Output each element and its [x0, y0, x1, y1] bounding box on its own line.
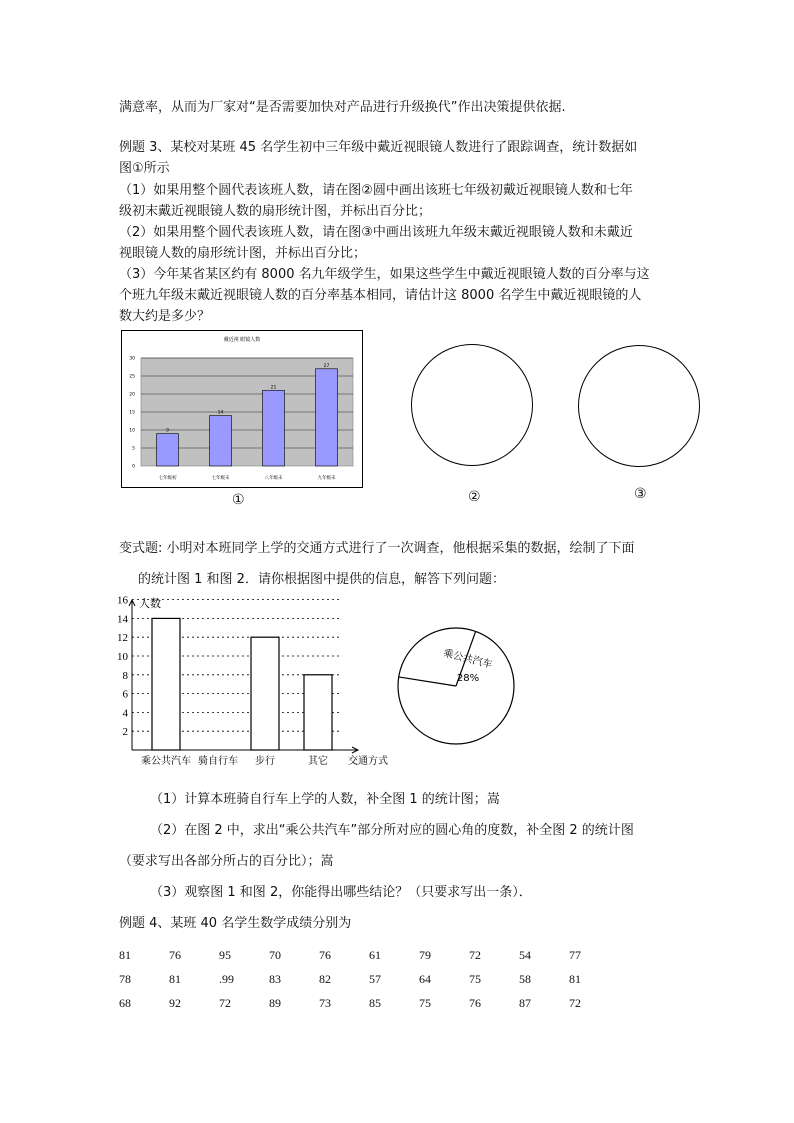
y-tick-label: 12 — [117, 632, 128, 645]
score-cell: 75 — [419, 995, 431, 1010]
bar — [263, 390, 285, 466]
figure-label-3: ③ — [634, 486, 647, 502]
x-tick-label: 八年级末 — [264, 476, 283, 481]
x-tick-label: 步行 — [255, 756, 275, 767]
y-tick-label: 4 — [122, 707, 128, 720]
y-tick-label: 2 — [122, 726, 128, 739]
score-cell: 73 — [319, 995, 331, 1010]
y-tick-label: 10 — [129, 428, 135, 434]
score-cell: 68 — [119, 995, 131, 1010]
y-tick-label: 10 — [117, 651, 128, 663]
x-tick-label: 七年级初 — [158, 476, 177, 481]
score-cell: 76 — [169, 947, 181, 962]
variant-q2-text: （要求写出各部分所占的百分比）； — [119, 854, 321, 869]
x-axis-label: 交通方式 — [348, 756, 388, 767]
bar — [304, 675, 332, 750]
question1-line2: 级初末戴近视眼镜人数的扇形统计图，并标出百分比； — [119, 204, 432, 219]
variant-q2-line2 — [119, 852, 334, 872]
score-cell: 54 — [519, 947, 531, 962]
score-cell: 83 — [269, 971, 281, 986]
empty-circle-2 — [410, 343, 534, 467]
score-cell: 79 — [419, 947, 431, 962]
data-label: 27 — [323, 363, 330, 369]
variant-q3: （3）观察图 1 和图 2，你能得出哪些结论？（只要求写出一条）． — [150, 885, 532, 900]
x-tick-label: 乘公共汽车 — [141, 756, 191, 767]
table-row — [119, 991, 619, 1015]
question1-line1: （1）如果用整个圆代表该班人数，请在图②圆中画出该班七年级初戴近视眼镜人数和七年 — [119, 183, 633, 198]
pie-slice-label: 乘公共汽车 — [442, 648, 494, 671]
score-cell: .99 — [219, 971, 234, 986]
y-tick-label: 0 — [132, 464, 135, 470]
y-tick-label: 20 — [129, 392, 135, 398]
data-label: 14 — [217, 410, 224, 416]
y-tick-label: 5 — [132, 446, 135, 452]
score-cell: 78 — [119, 971, 131, 986]
score-cell: 70 — [269, 947, 281, 962]
pie-slice-percent: 28% — [456, 673, 480, 684]
empty-circle-3 — [577, 344, 701, 468]
score-cell: 75 — [469, 971, 481, 986]
data-label: 9 — [166, 428, 169, 434]
y-tick-label: 25 — [129, 374, 135, 380]
table-row — [119, 967, 619, 991]
score-cell: 72 — [469, 947, 481, 962]
stray-glyph: 嵩 — [320, 854, 334, 869]
variant-q2-line1: （2）在图 2 中，求出“乘公共汽车”部分所对应的圆心角的度数，补全图 2 的统计图 — [150, 823, 634, 838]
bar — [157, 434, 179, 466]
example3-line1: 例题 3、某校对某班 45 名学生初中三年级中戴近视眼镜人数进行了跟踪调查，统计数据如 — [119, 140, 638, 155]
transport-bar-chart — [112, 592, 402, 772]
figure-label-1: ① — [232, 492, 245, 508]
score-cell: 72 — [219, 995, 231, 1010]
variant-line1: 变式题: 小明对本班同学上学的交通方式进行了一次调查，他根据采集的数据，绘制了下面 — [119, 541, 635, 556]
example4-line: 例题 4、某班 40 名学生数学成绩分别为 — [119, 916, 352, 931]
stray-glyph: 嵩 — [486, 792, 500, 807]
score-cell: 85 — [369, 995, 381, 1010]
figure-label-2: ② — [468, 489, 481, 505]
x-tick-label: 九年级末 — [317, 476, 336, 481]
score-cell: 72 — [569, 995, 581, 1010]
score-cell: 81 — [169, 971, 181, 986]
intro-line: 满意率，从而为厂家对“是否需要加快对产品进行升级换代”作出决策提供依据. — [119, 100, 566, 115]
x-tick-label: 其它 — [308, 756, 328, 767]
y-tick-label: 16 — [117, 594, 128, 607]
question3-line3: 数大约是多少？ — [119, 309, 211, 324]
variant-q1 — [150, 790, 500, 810]
bar — [316, 369, 338, 466]
y-tick-label: 6 — [122, 688, 128, 701]
score-cell: 95 — [219, 947, 231, 962]
scores-table — [119, 943, 619, 1015]
data-label: 21 — [270, 385, 277, 391]
y-axis-label: 人数 — [139, 597, 161, 610]
chart-title: 戴近视 眼镜人数 — [223, 337, 261, 343]
score-cell: 77 — [569, 947, 581, 962]
question3-line1: （3）今年某省某区约有 8000 名九年级学生，如果这些学生中戴近视眼镜人数的百分率与这 — [119, 267, 650, 282]
score-cell: 76 — [319, 947, 331, 962]
bar — [210, 416, 232, 466]
example3-line2: 图①所示 — [119, 161, 170, 176]
x-tick-label: 骑自行车 — [198, 756, 238, 767]
variant-q1-text: （1）计算本班骑自行车上学的人数，补全图 1 的统计图； — [150, 792, 487, 807]
x-tick-label: 七年级末 — [211, 476, 230, 481]
score-cell: 76 — [469, 995, 481, 1010]
score-cell: 81 — [569, 971, 581, 986]
table-row — [119, 943, 619, 967]
score-cell: 57 — [369, 971, 381, 986]
y-tick-label: 8 — [122, 669, 128, 682]
y-tick-label: 15 — [129, 410, 135, 416]
question2-line2: 视眼镜人数的扇形统计图，并标出百分比； — [119, 246, 367, 261]
transport-pie-chart — [396, 624, 516, 746]
score-cell: 89 — [269, 995, 281, 1010]
score-cell: 87 — [519, 995, 531, 1010]
score-cell: 81 — [119, 947, 131, 962]
bar — [152, 618, 180, 750]
score-cell: 61 — [369, 947, 381, 962]
variant-line2: 的统计图 1 和图 2．请你根据图中提供的信息，解答下列问题： — [138, 572, 505, 587]
score-cell: 64 — [419, 971, 431, 986]
score-cell: 92 — [169, 995, 181, 1010]
question3-line2: 个班九年级末戴近视眼镜人数的百分率基本相同，请估计这 8000 名学生中戴近视眼镜的人 — [119, 288, 642, 303]
score-cell: 82 — [319, 971, 331, 986]
y-tick-label: 30 — [129, 356, 135, 362]
bar — [251, 637, 279, 750]
glasses-bar-chart — [121, 330, 363, 488]
question2-line1: （2）如果用整个圆代表该班人数，请在图③中画出该班九年级末戴近视眼镜人数和未戴近 — [119, 225, 633, 240]
y-tick-label: 14 — [117, 613, 128, 626]
score-cell: 58 — [519, 971, 531, 986]
